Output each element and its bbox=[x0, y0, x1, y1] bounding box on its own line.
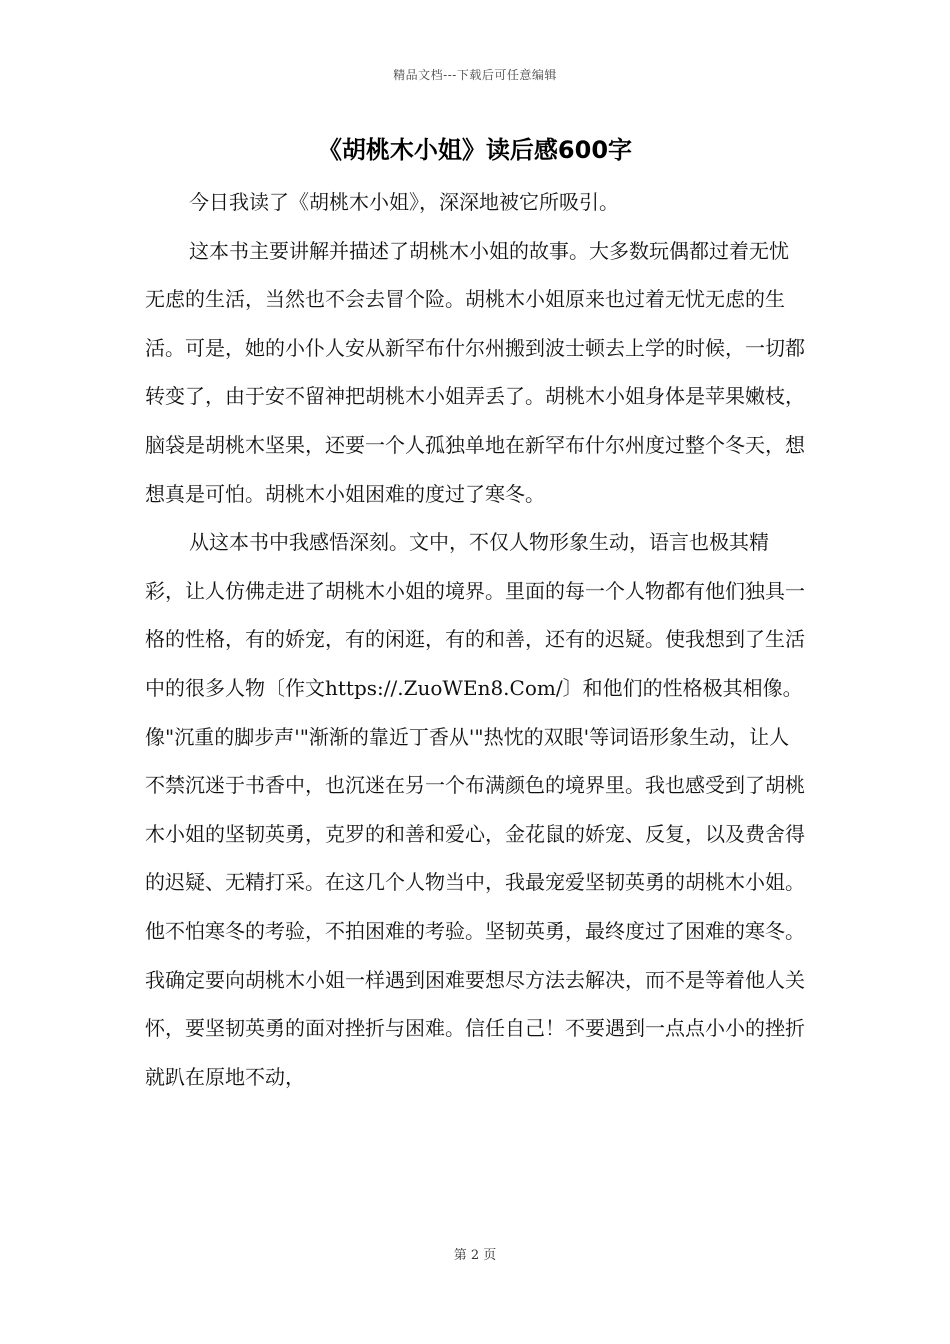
document-body bbox=[145, 178, 807, 1101]
page-header: 精品文档---下载后可任意编辑 bbox=[393, 68, 557, 82]
paragraph-2: 这本书主要讲解并描述了胡桃木小姐的故事。大多数玩偶都过着无忧无虑的生活，当然也不会去冒个险。胡桃木小姐原来也过着无忧无虑的生活。可是，她的小仆人安从新罕布什尔州搬到波士顿去上学的时候，一切都转变了，由于安不留神把胡桃木小姐弄丢了。胡桃木小姐身体是苹果嫩枝，脑袋是胡桃木坚果，还要一个人孤独单地在新罕布什尔州度过整个冬天，想想真是可怕。胡桃木小姐困难的度过了寒冬。 bbox=[145, 238, 805, 506]
page-number: 第 2 页 bbox=[453, 1248, 497, 1263]
document-title: 《胡桃木小姐》读后感600字 bbox=[317, 136, 633, 164]
paragraph-3: 从这本书中我感悟深刻。文中，不仅人物形象生动，语言也极其精彩，让人仿佛走进了胡桃木小姐的境界。里面的每一个人物都有他们独具一格的性格，有的娇宠，有的闲逛，有的和善，还有的迟疑。使我想到了生活中的很多人物〔作文https://.ZuoWEn8.Com/〕和他们的性格极其相像。像"沉重的脚步声'"渐渐的靠近丁香从'"热忱的双眼'等词语形象生动，让人不禁沉迷于书香中，也沉迷在另一个布满颜色的境界里。我也感受到了胡桃木小姐的坚韧英勇，克罗的和善和爱心，金花鼠的娇宠、反复，以及费舍得的迟疑、无精打采。在这几个人物当中，我最宠爱坚韧英勇的胡桃木小姐。他不怕寒冬的考验，不拍困难的考验。坚韧英勇，最终度过了困难的寒冬。我确定要向胡桃木小姐一样遇到困难要想尽方法去解决，而不是等着他人关怀，要坚韧英勇的面对挫折与困难。信任自己！不要遇到一点点小小的挫折就趴在原地不动， bbox=[145, 530, 805, 1089]
paragraph-1: 今日我读了《胡桃木小姐》，深深地被它所吸引。 bbox=[189, 190, 619, 214]
